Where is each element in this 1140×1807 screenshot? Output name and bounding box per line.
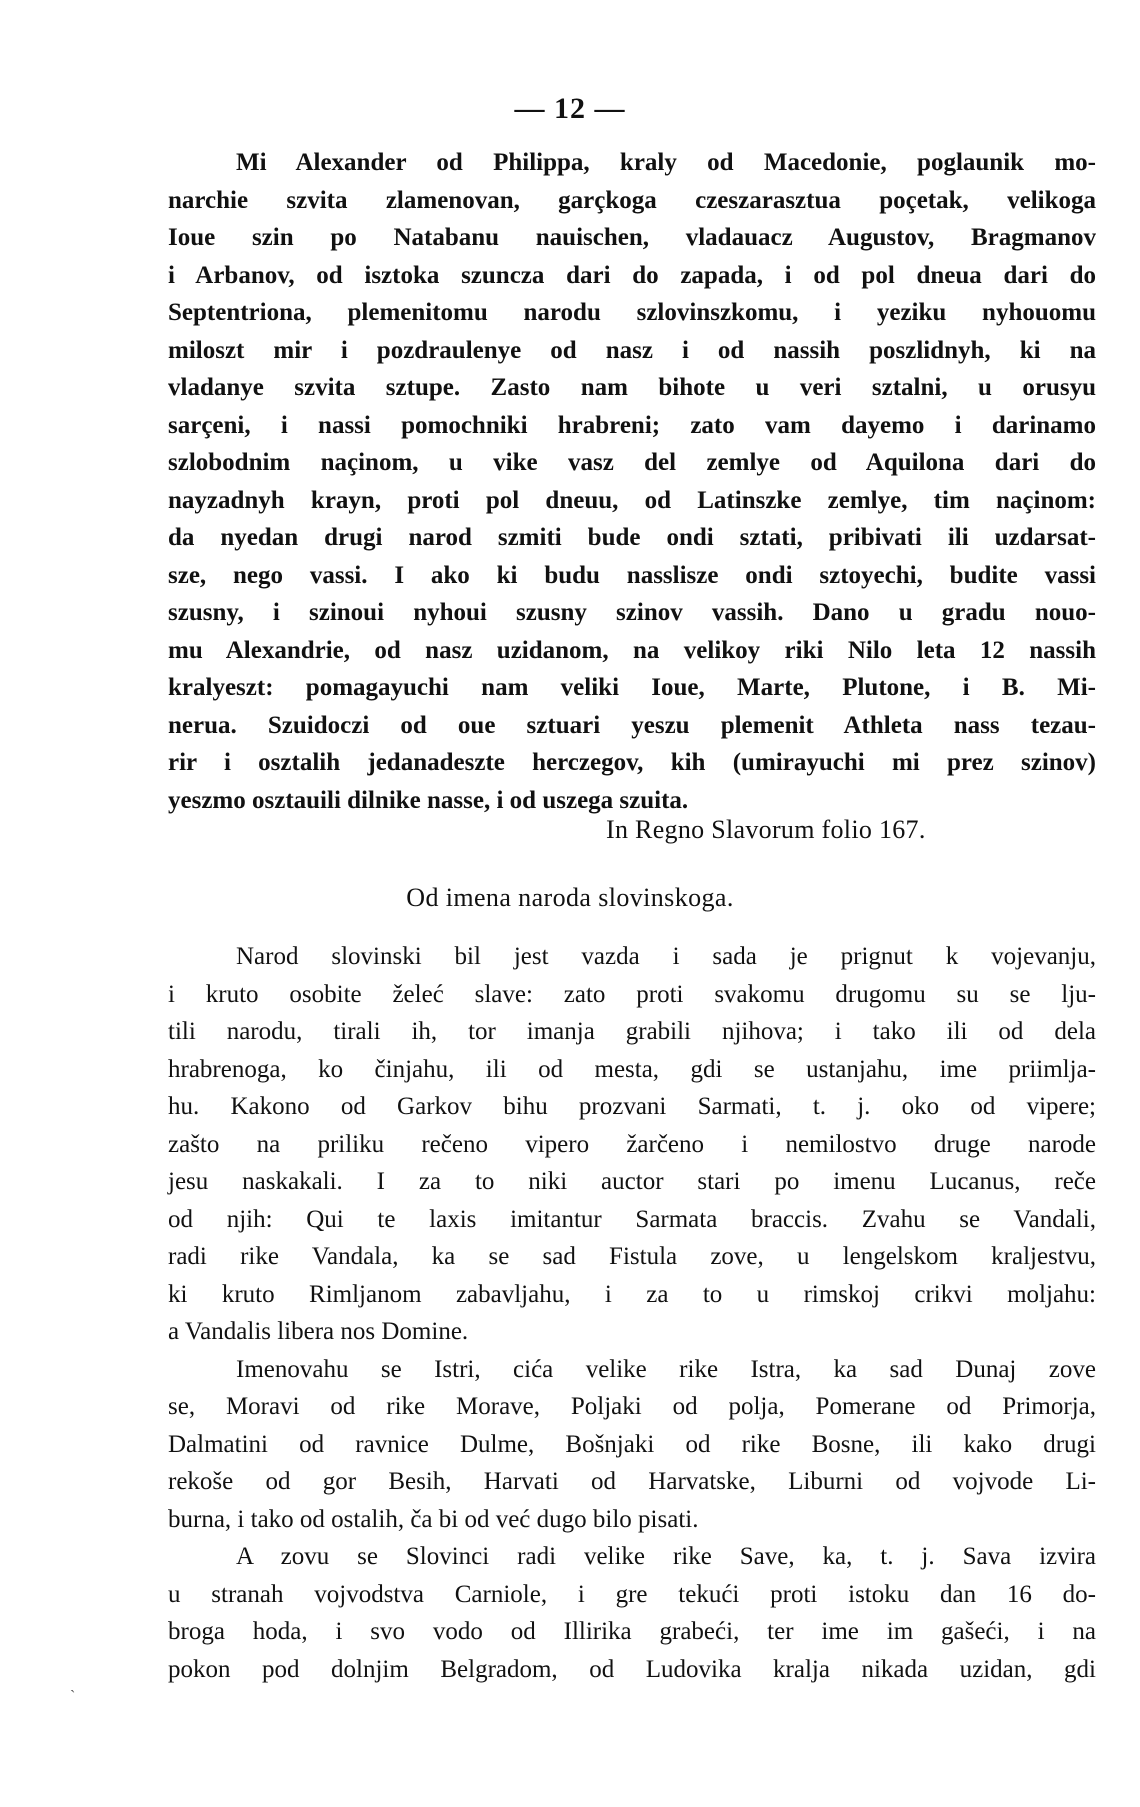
text-line: Septentriona, plemenitomu narodu szlovinszkomu, i yeziku nyhouomu: [168, 299, 1096, 326]
text-line: hrabrenoga, ko činjahu, ili od mesta, gdi se ustanjahu, ime priimlja-: [168, 1055, 1096, 1083]
text-line: nayzadnyh krayn, proti pol dneuu, od Latinszke zemlye, tim naçinom:: [168, 486, 1096, 514]
text-line: Imenovahu se Istri, cića velike rike Istra, ka sad Dunaj zove: [236, 1355, 1096, 1383]
text-line: vladanye szvita sztupe. Zasto nam bihote u veri sztalni, u orusyu: [168, 374, 1096, 401]
text-line: zašto na priliku rečeno vipero žarčeno i nemilostvo druge narode: [168, 1130, 1096, 1158]
charter-paragraph: [168, 144, 1096, 819]
text-line: yeszmo osztauili dilnike nasse, i od uszega szuita.: [168, 786, 689, 814]
section-heading: Od imena naroda slovinskoga.: [406, 883, 734, 912]
body-text: [168, 938, 1096, 1688]
text-line: ki kruto Rimljanom zabavljahu, i za to u rimskoj crikvi moljahu:: [168, 1280, 1096, 1308]
stray-mark: `: [70, 1688, 76, 1705]
text-line: radi rike Vandala, ka se sad Fistula zove, u lengelskom kraljestvu,: [168, 1243, 1096, 1270]
text-line: Mi Alexander od Philippa, kraly od Macedonie, poglaunik mo-: [236, 149, 1096, 176]
text-line: u stranah vojvodstva Carniole, i gre tekući proti istoku dan 16 do-: [168, 1580, 1096, 1608]
text-line: se, Moravi od rike Morave, Poljaki od polja, Pomerane od Primorja,: [168, 1393, 1096, 1420]
text-line: od njih: Qui te laxis imitantur Sarmata braccis. Zvahu se Vandali,: [168, 1205, 1096, 1233]
text-line: a Vandalis libera nos Domine.: [168, 1318, 469, 1345]
text-line: szlobodnim naçinom, u vike vasz del zemlye od Aquilona dari do: [168, 449, 1096, 476]
text-line: broga hoda, i svo vodo od Illirika grabeći, ter ime im gašeći, i na: [168, 1618, 1096, 1645]
text-line: narchie szvita zlamenovan, garçkoga czeszarasztua poçetak, velikoga: [168, 186, 1096, 214]
text-line: Dalmatini od ravnice Dulme, Bošnjaki od rike Bosne, ili kako drugi: [168, 1430, 1096, 1458]
text-line: hu. Kakono od Garkov bihu prozvani Sarmati, t. j. oko od vipere;: [168, 1093, 1096, 1120]
text-line: da nyedan drugi narod szmiti bude ondi sztati, pribivati ili uzdarsat-: [168, 524, 1096, 551]
text-line: pokon pod dolnjim Belgradom, od Ludovika kralja nikada uzidan, gdi: [168, 1655, 1096, 1683]
text-line: jesu naskakali. I za to niki auctor stari po imenu Lucanus, reče: [168, 1168, 1096, 1195]
text-line: mu Alexandrie, od nasz uzidanom, na velikoy riki Nilo leta 12 nassih: [168, 636, 1096, 664]
text-line: sze, nego vassi. I ako ki budu nasslisze ondi sztoyechi, budite vassi: [168, 561, 1096, 589]
text-line: Ioue szin po Natabanu nauischen, vladauacz Augustov, Bragmanov: [168, 224, 1096, 251]
text-line: burna, i tako od ostalih, ča bi od već dugo bilo pisati.: [168, 1505, 699, 1533]
text-line: sarçeni, i nassi pomochniki hrabreni; zato vam dayemo i darinamo: [168, 411, 1096, 439]
text-line: miloszt mir i pozdraulenye od nasz i od nassih poszlidnyh, ki na: [168, 336, 1096, 364]
text-line: rir i osztalih jedanadeszte herczegov, kih (umirayuchi mi prez szinov): [168, 749, 1096, 776]
citation: In Regno Slavorum folio 167.: [606, 815, 926, 844]
text-line: kralyeszt: pomagayuchi nam veliki Ioue, Marte, Plutone, i B. Mi-: [168, 674, 1096, 701]
text-line: A zovu se Slovinci radi velike rike Save, ka, t. j. Sava izvira: [236, 1543, 1096, 1570]
text-line: rekoše od gor Besih, Harvati od Harvatske, Liburni od vojvode Li-: [168, 1468, 1096, 1495]
text-line: Narod slovinski bil jest vazda i sada je prignut k vojevanju,: [236, 943, 1096, 970]
text-line: i Arbanov, od isztoka szuncza dari do zapada, i od pol dneua dari do: [168, 261, 1096, 289]
text-line: szusny, i szinoui nyhoui szusny szinov vassih. Dano u gradu nouo-: [168, 599, 1096, 626]
text-line: tili narodu, tirali ih, tor imanja grabili njihova; i tako ili od dela: [168, 1018, 1096, 1045]
page-number: — 12 —: [514, 92, 626, 125]
text-line: i kruto osobite želeć slave: zato proti svakomu drugomu su se lju-: [168, 980, 1096, 1008]
text-line: nerua. Szuidoczi od oue sztuari yeszu plemenit Athleta nass tezau-: [168, 711, 1096, 739]
